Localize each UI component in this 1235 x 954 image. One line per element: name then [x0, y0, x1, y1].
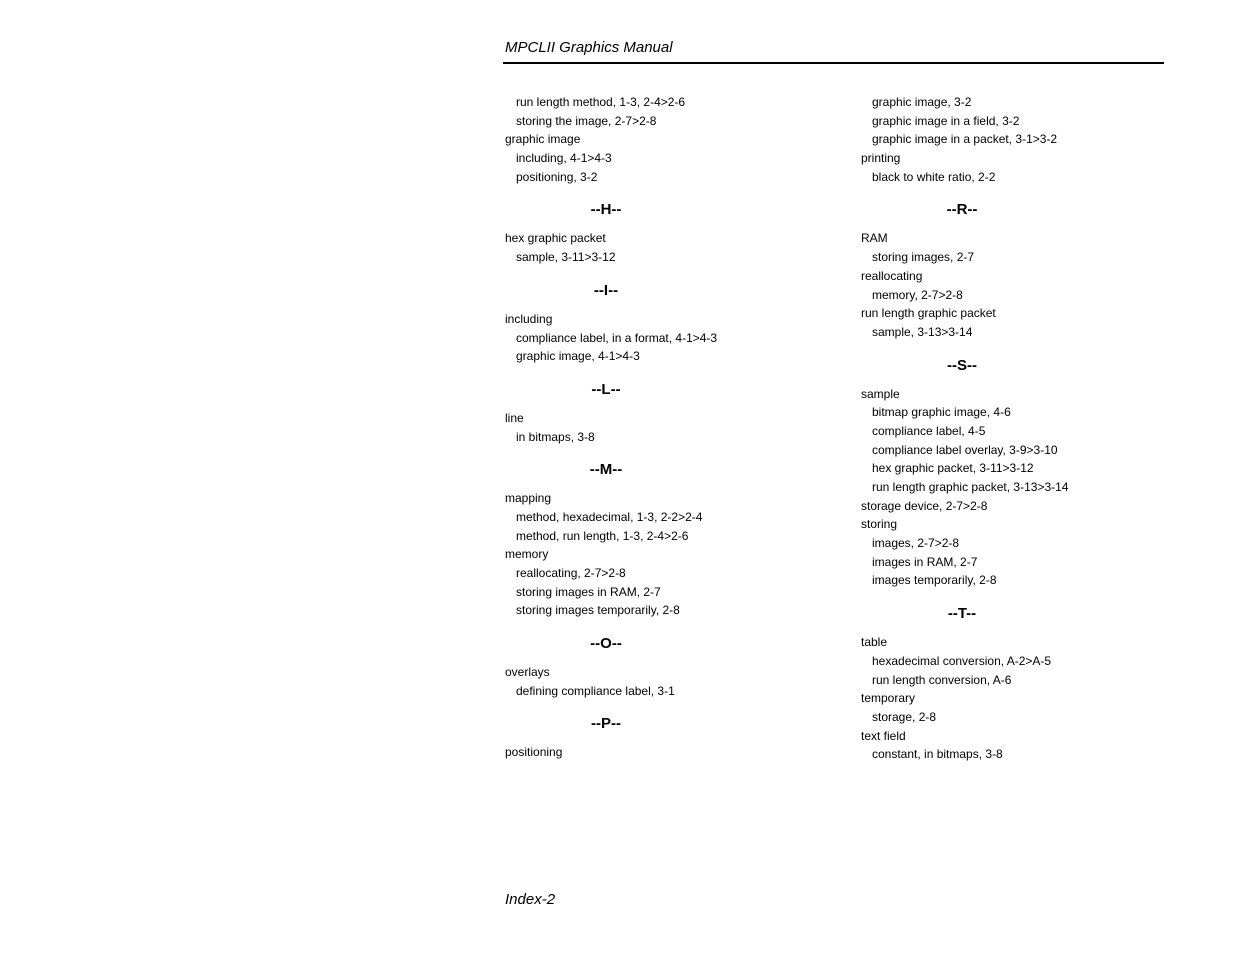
- index-subentry: graphic image in a packet, 3-1>3-2: [872, 132, 1058, 147]
- index-subentry: method, hexadecimal, 1-3, 2-2>2-4: [516, 509, 703, 524]
- index-subentry: run length method, 1-3, 2-4>2-6: [516, 95, 686, 109]
- index-section-heading: --I--: [593, 281, 619, 299]
- index-subentry: reallocating, 2-7>2-8: [516, 566, 626, 580]
- index-subentry: compliance label overlay, 3-9>3-10: [872, 442, 1058, 457]
- index-subentry: run length graphic packet, 3-13>3-14: [872, 480, 1069, 494]
- index-section-heading: --H--: [590, 201, 622, 219]
- index-subentry: images temporarily, 2-8: [872, 573, 997, 588]
- index-entry: storage device, 2-7>2-8: [861, 498, 988, 513]
- index-entry: temporary: [861, 691, 916, 706]
- index-subentry: hexadecimal conversion, A-2>A-5: [872, 653, 1052, 668]
- index-section-heading: --P--: [591, 715, 621, 733]
- index-entry: RAM: [861, 231, 888, 246]
- index-entry: including: [505, 311, 553, 326]
- index-subentry: constant, in bitmaps, 3-8: [872, 747, 1003, 762]
- index-subentry: memory, 2-7>2-8: [872, 287, 963, 302]
- index-entry: positioning: [505, 745, 563, 760]
- index-section-heading: --S--: [947, 356, 977, 374]
- index-subentry: including, 4-1>4-3: [516, 151, 612, 166]
- index-entry: sample: [861, 386, 900, 401]
- index-subentry: sample, 3-13>3-14: [872, 324, 973, 339]
- header-rule: [503, 62, 1164, 64]
- index-entry: memory: [505, 547, 549, 562]
- index-subentry: storing images in RAM, 2-7: [516, 584, 661, 599]
- index-entry: mapping: [505, 491, 552, 506]
- index-entry: hex graphic packet: [505, 231, 606, 246]
- index-subentry: hex graphic packet, 3-11>3-12: [872, 461, 1034, 476]
- index-entry: storing: [861, 517, 898, 532]
- index-entry: line: [505, 410, 524, 425]
- index-entry: reallocating: [861, 268, 923, 283]
- index-column-left: [505, 93, 835, 762]
- index-entry: table: [861, 635, 888, 650]
- page-footer-number: Index-2: [505, 891, 556, 908]
- index-subentry: images, 2-7>2-8: [872, 536, 960, 551]
- index-subentry: storing images temporarily, 2-8: [516, 603, 680, 618]
- index-subentry: positioning, 3-2: [516, 169, 598, 184]
- index-subentry: graphic image, 3-2: [872, 95, 972, 109]
- index-subentry: compliance label, in a format, 4-1>4-3: [516, 330, 718, 345]
- index-subentry: compliance label, 4-5: [872, 423, 986, 438]
- index-subentry: method, run length, 1-3, 2-4>2-6: [516, 528, 689, 543]
- index-subentry: run length conversion, A-6: [872, 672, 1012, 687]
- index-subentry: images in RAM, 2-7: [872, 554, 978, 569]
- index-entry: text field: [861, 728, 906, 743]
- index-entry: run length graphic packet: [861, 306, 996, 321]
- index-section-heading: --O--: [590, 635, 622, 653]
- index-subentry: storing images, 2-7: [872, 250, 975, 265]
- index-entry: overlays: [505, 665, 550, 680]
- index-subentry: in bitmaps, 3-8: [516, 429, 595, 444]
- index-subentry: defining compliance label, 3-1: [516, 683, 675, 698]
- index-section-heading: --R--: [946, 201, 978, 219]
- index-subentry: black to white ratio, 2-2: [872, 169, 996, 184]
- index-subentry: storage, 2-8: [872, 709, 937, 724]
- index-subentry: storing the image, 2-7>2-8: [516, 113, 657, 128]
- page-header-title: MPCLII Graphics Manual: [505, 39, 673, 56]
- index-subentry: graphic image, 4-1>4-3: [516, 349, 640, 364]
- index-entry: printing: [861, 151, 901, 166]
- index-section-heading: --T--: [947, 605, 977, 623]
- index-entry: graphic image: [505, 132, 581, 147]
- index-column-right: [861, 93, 1191, 764]
- index-section-heading: --M--: [589, 461, 623, 479]
- index-subentry: sample, 3-11>3-12: [516, 250, 616, 265]
- index-subentry: graphic image in a field, 3-2: [872, 113, 1020, 128]
- index-section-heading: --L--: [591, 380, 621, 398]
- index-subentry: bitmap graphic image, 4-6: [872, 405, 1011, 420]
